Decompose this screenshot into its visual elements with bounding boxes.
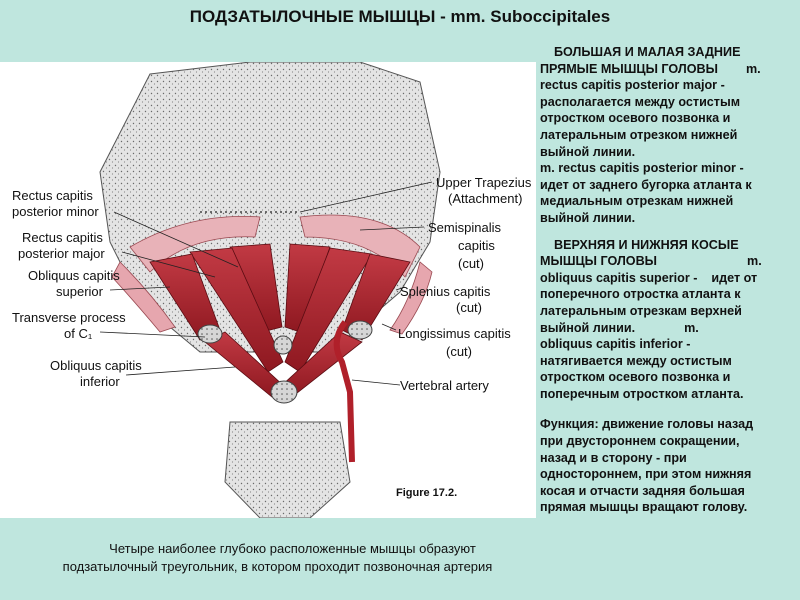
p1-line-7: медиальным отрезкам нижней [540,194,734,209]
bottom-caption-line-1: подзатылочный треугольник, в котором проходит позвоночная артерия [62,559,493,574]
p1-line-5: m. rectus capitis posterior minor - [540,161,744,176]
heading-1-line-1: БОЛЬШАЯ И МАЛАЯ ЗАДНИЕ [554,45,741,59]
heading-2-line-2-tail: m. [747,254,762,269]
label-obliquus-inferior-1: Obliquus capitis [50,358,142,373]
label-rectus-minor-1: Rectus capitis [12,188,93,203]
p2-line-5: натягивается между остистым [540,353,732,368]
label-rectus-major-1: Rectus capitis [22,230,103,245]
heading-1-line-2-tail: m. [745,61,761,76]
p2-line-4: obliquus capitis inferior - [540,337,691,352]
p1-line-4: выйной линии. [540,144,636,159]
p2-line-3: выйной линии. m. [540,320,699,335]
label-splenius-2: (cut) [456,300,482,315]
p2-line-0: obliquus capitis superior - идет от [540,270,758,285]
label-obliquus-superior-1: Obliquus capitis [28,268,120,283]
heading-2-line-2: МЫШЦЫ ГОЛОВЫ [540,254,658,269]
label-transverse-process-1: Transverse process [12,310,126,325]
p2-line-6: отростком осевого позвонка и [540,370,731,385]
axis-spinous [271,381,297,403]
label-semispinalis-1: Semispinalis [428,220,501,235]
transverse-process-left [198,325,222,343]
label-semispinalis-3: (cut) [458,256,484,271]
side-text [540,44,798,516]
figure-caption: Figure 17.2. [396,487,458,499]
label-splenius-1: Splenius capitis [400,284,491,299]
p1-line-8: выйной линии. [540,210,636,225]
p1-line-6: идет от заднего бугорка атланта к [540,177,752,192]
p1-line-1: располагается между остистым [540,94,741,109]
p2-line-2: латеральным отрезкам верхней [540,303,742,318]
function-line-2: назад и в сторону - при [540,450,687,465]
p1-line-0: rectus capitis posterior major - [540,78,725,93]
label-longissimus-1: Longissimus capitis [398,326,511,341]
label-obliquus-superior-2: superior [56,284,103,299]
label-upper-trapezius-2: (Attachment) [448,191,523,206]
p2-line-7: поперечным отростком атланта. [540,386,744,401]
label-transverse-process-2: of C₁ [64,326,93,341]
label-rectus-minor-2: posterior minor [12,204,99,219]
p1-line-2: отростком осевого позвонка и [540,111,731,126]
label-vertebral-artery: Vertebral artery [400,378,489,393]
slide-title: ПОДЗАТЫЛОЧНЫЕ МЫШЦЫ - mm. Suboccipitales [189,7,611,26]
p2-line-1: поперечного отростка атланта к [540,287,741,302]
cervical-vertebrae [225,422,350,518]
function-line-1: при двустороннем сокращении, [540,434,740,449]
p1-line-3: латеральным отрезком нижней [540,127,738,142]
label-semispinalis-2: capitis [458,238,495,253]
bottom-caption-line-0: Четыре наиболее глубоко расположенные мышцы образуют [109,541,476,556]
heading-1-line-2: ПРЯМЫЕ МЫШЦЫ ГОЛОВЫ [540,61,718,76]
heading-2-line-1: ВЕРХНЯЯ И НИЖНЯЯ КОСЫЕ [554,237,739,252]
label-upper-trapezius-1: Upper Trapezius [436,175,532,190]
atlas-tubercle [274,336,292,354]
label-longissimus-2: (cut) [446,344,472,359]
bottom-caption [0,540,555,576]
function-line-4: косая и отчасти задняя большая [540,483,745,498]
label-obliquus-inferior-2: inferior [80,374,120,389]
anatomy-figure [0,62,536,518]
function-line-3: одностороннем, при этом нижняя [540,467,752,482]
function-line-5: прямая мышцы вращают голову. [540,500,748,515]
transverse-process-right [348,321,372,339]
label-rectus-major-2: posterior major [18,246,105,261]
function-line-0: Функция: движение головы назад [540,417,754,432]
